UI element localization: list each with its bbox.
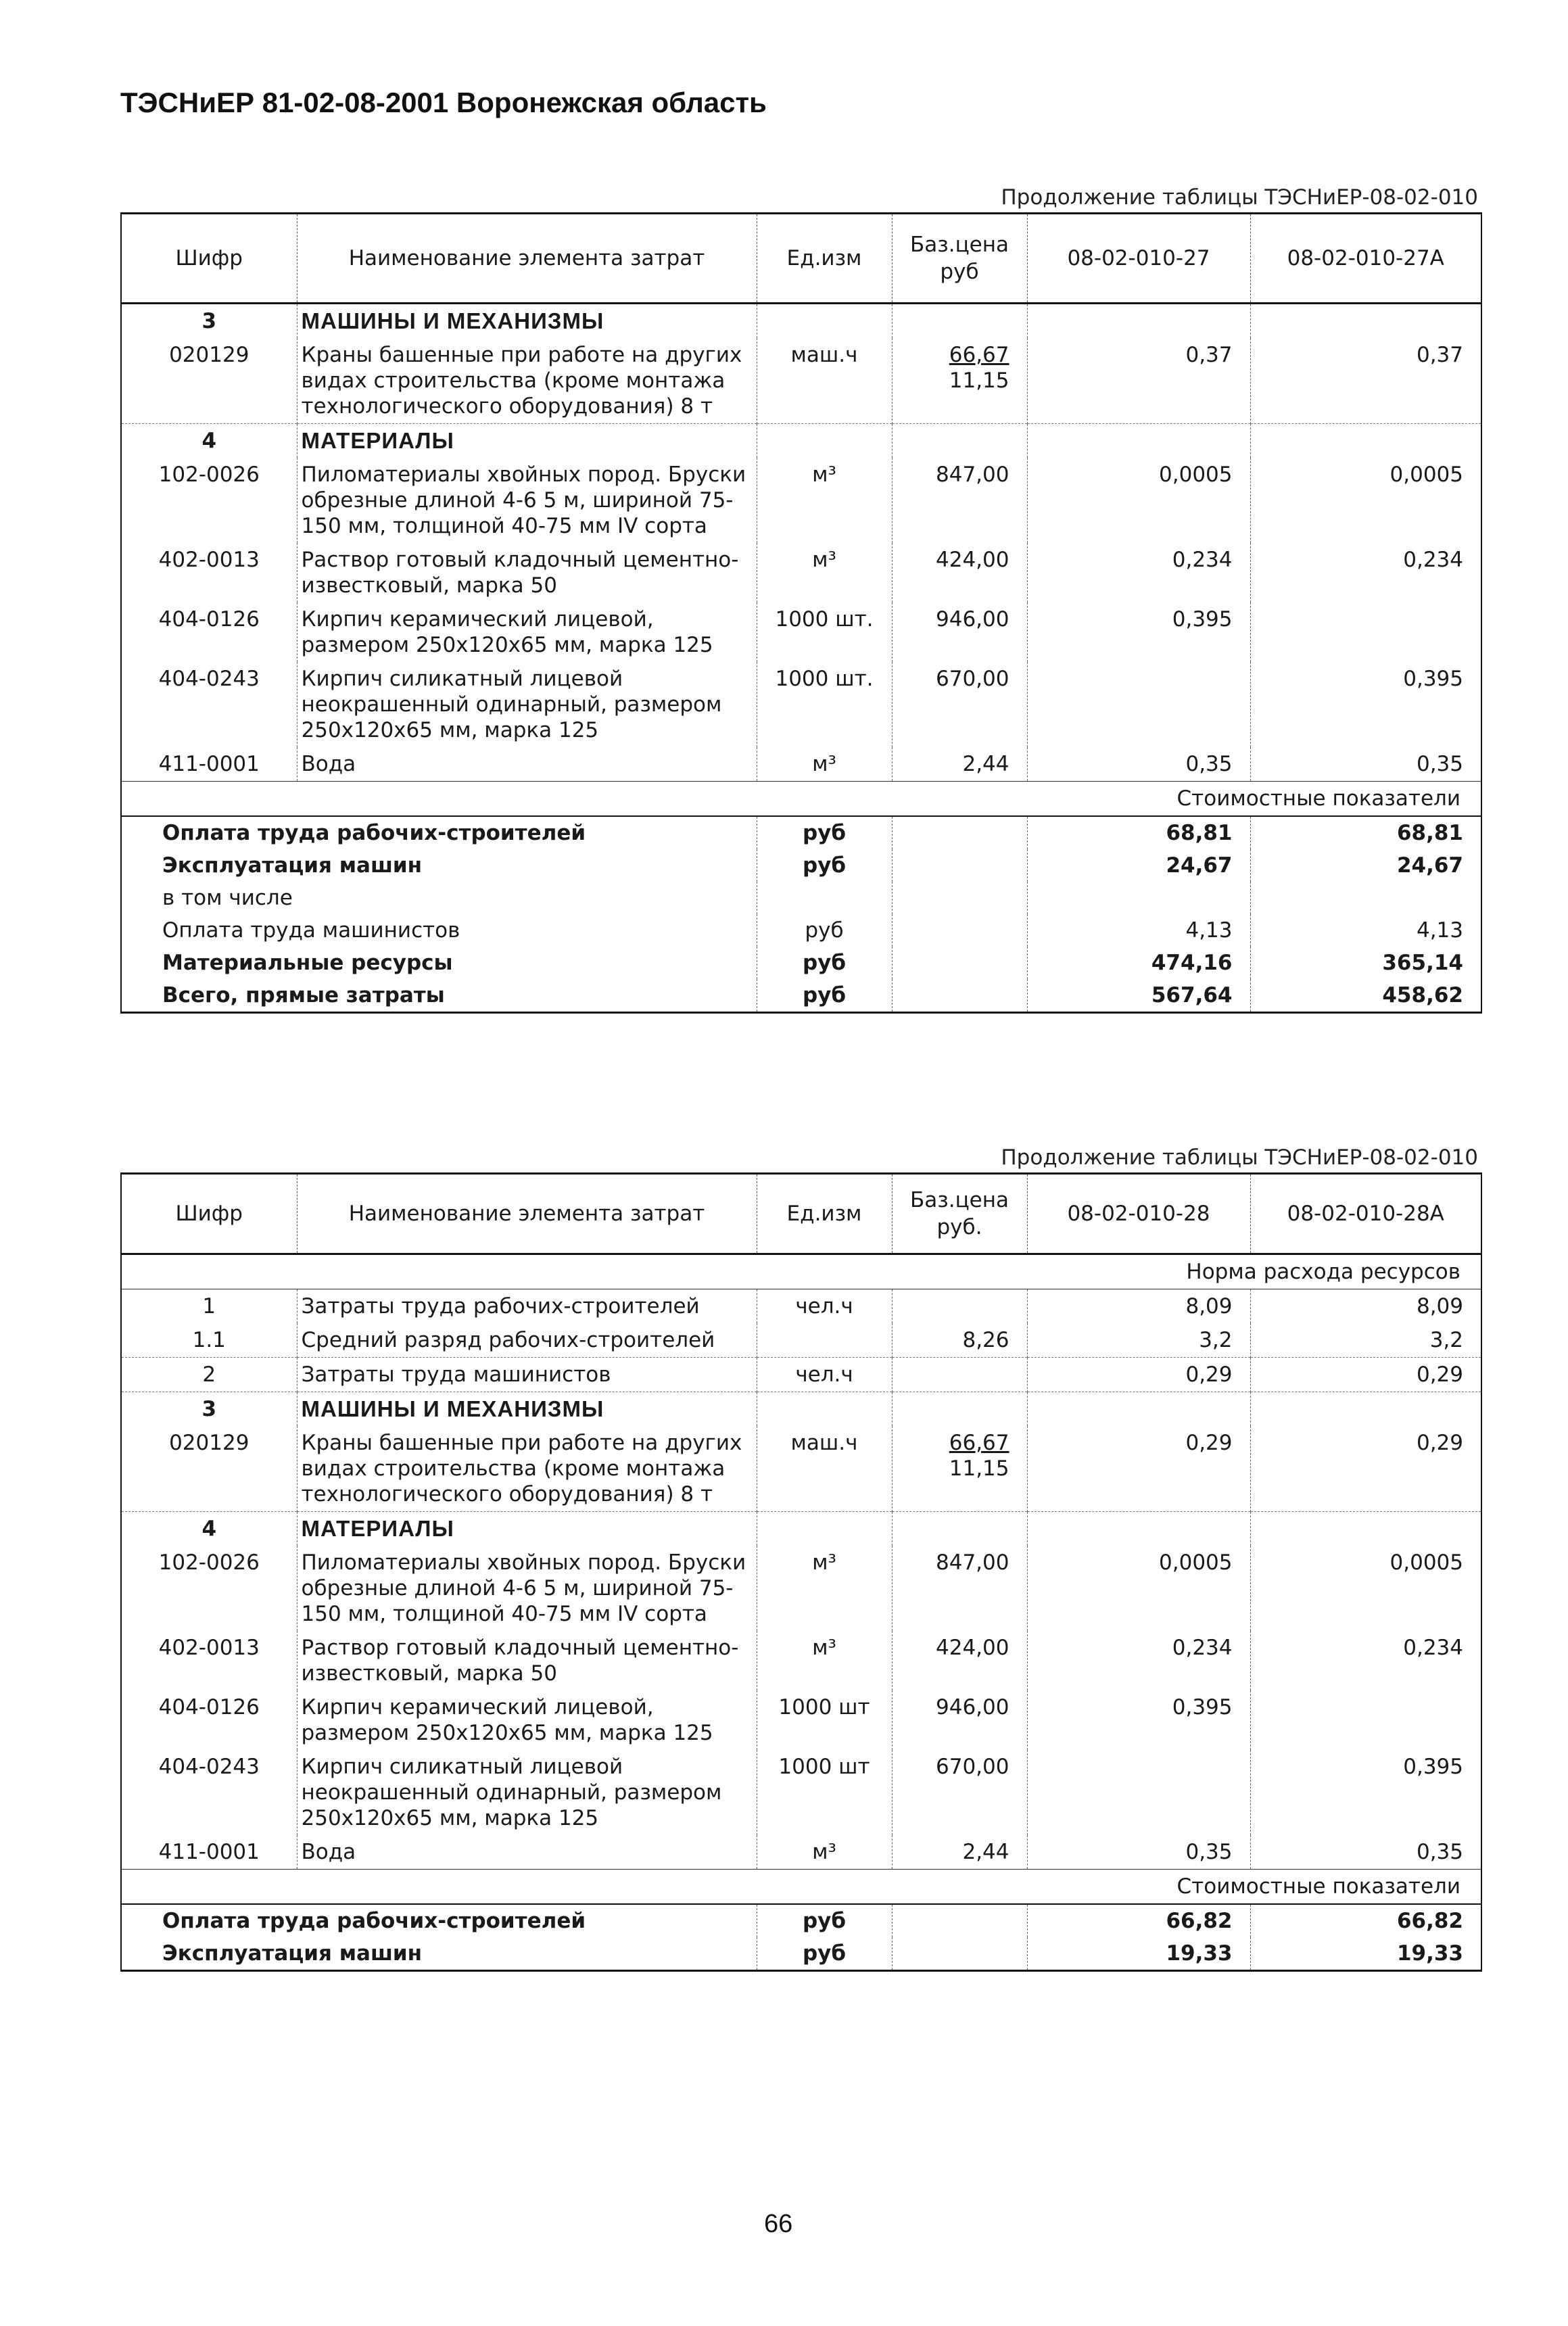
row-name: Пиломатериалы хвойных пород. Бруски обрезные длиной 4-6 5 м, шириной 75-150 мм, толщиной 40-75 мм IV сорта [297, 458, 757, 543]
summary-row [121, 816, 1481, 849]
row-name: Вода [297, 1835, 757, 1870]
row-value-variant-1: 3,2 [1027, 1323, 1250, 1358]
row-code: 020129 [121, 1426, 297, 1512]
row-unit: маш.ч [757, 1426, 892, 1512]
row-code: 020129 [121, 338, 297, 424]
row-price [892, 304, 1027, 339]
row-code: 402-0013 [121, 543, 297, 602]
row-name: Вода [297, 747, 757, 782]
summary-label: Оплата труда машинистов [121, 914, 757, 947]
summary-row [121, 979, 1481, 1013]
col-header-variant-2: 08-02-010-28А [1250, 1174, 1481, 1254]
row-unit: 1000 шт [757, 1690, 892, 1750]
row-value-variant-1: 0,0005 [1027, 458, 1250, 543]
row-value-variant-1 [1027, 1750, 1250, 1835]
row-value-variant-1: 0,0005 [1027, 1546, 1250, 1631]
row-unit: чел.ч [757, 1289, 892, 1324]
row-price [892, 458, 1027, 543]
summary-row [121, 1904, 1481, 1937]
row-value-variant-1: 0,29 [1027, 1426, 1250, 1512]
table-block-2 [120, 1143, 1481, 1972]
row-code: 404-0243 [121, 1750, 297, 1835]
table-row [121, 1750, 1481, 1835]
row-value-variant-2: 0,35 [1250, 1835, 1481, 1870]
row-price [892, 1289, 1027, 1324]
row-value-variant-1: 0,395 [1027, 1690, 1250, 1750]
table-header-row [121, 1174, 1481, 1254]
summary-unit: руб [757, 947, 892, 979]
table-row [121, 747, 1481, 782]
cost-indicators-header [121, 782, 1481, 817]
row-price [892, 1750, 1027, 1835]
row-value-variant-1: 0,395 [1027, 602, 1250, 662]
resource-table [120, 1172, 1482, 1972]
summary-price-empty [892, 882, 1027, 914]
row-code: 2 [121, 1358, 297, 1392]
price-value-secondary: 11,15 [949, 369, 1009, 393]
row-name: Краны башенные при работе на других видах строительства (кроме монтажа технологического оборудования) 8 т [297, 1426, 757, 1512]
table-row [121, 1835, 1481, 1870]
row-value-variant-1: 8,09 [1027, 1289, 1250, 1324]
summary-price-empty [892, 816, 1027, 849]
summary-row [121, 947, 1481, 979]
price-value: 2,44 [962, 752, 1009, 776]
table-row [121, 543, 1481, 602]
row-code: 1 [121, 1289, 297, 1324]
summary-value-variant-1 [1027, 882, 1250, 914]
row-price [892, 338, 1027, 424]
section-row [121, 424, 1481, 458]
row-value-variant-2 [1250, 424, 1481, 458]
row-price [892, 1631, 1027, 1690]
price-value: 66,67 [949, 1431, 1009, 1455]
row-code: 402-0013 [121, 1631, 297, 1690]
row-value-variant-1: 0,234 [1027, 543, 1250, 602]
table-row [121, 602, 1481, 662]
col-header-name: Наименование элемента затрат [297, 214, 757, 304]
price-value: 670,00 [936, 1755, 1009, 1779]
summary-value-variant-2: 4,13 [1250, 914, 1481, 947]
price-value: 2,44 [962, 1840, 1009, 1864]
col-header-unit: Ед.изм [757, 1174, 892, 1254]
row-price [892, 1835, 1027, 1870]
summary-row [121, 849, 1481, 882]
summary-price-empty [892, 1904, 1027, 1937]
row-name: Затраты труда машинистов [297, 1358, 757, 1392]
price-value: 847,00 [936, 462, 1009, 487]
col-header-variant-1: 08-02-010-28 [1027, 1174, 1250, 1254]
summary-value-variant-1: 68,81 [1027, 816, 1250, 849]
row-value-variant-2 [1250, 1512, 1481, 1546]
row-price [892, 1546, 1027, 1631]
col-header-code: Шифр [121, 1174, 297, 1254]
summary-label: Эксплуатация машин [121, 1937, 757, 1971]
row-value-variant-2: 8,09 [1250, 1289, 1481, 1324]
row-name: Раствор готовый кладочный цементно-известковый, марка 50 [297, 543, 757, 602]
summary-value-variant-2: 24,67 [1250, 849, 1481, 882]
row-code: 3 [121, 304, 297, 339]
row-value-variant-2: 0,29 [1250, 1358, 1481, 1392]
table-row [121, 1289, 1481, 1324]
row-price [892, 1358, 1027, 1392]
summary-unit [757, 882, 892, 914]
row-value-variant-2 [1250, 304, 1481, 339]
table-row [121, 1546, 1481, 1631]
row-code: 404-0243 [121, 662, 297, 747]
summary-label: в том числе [121, 882, 757, 914]
summary-unit: руб [757, 1937, 892, 1971]
summary-price-empty [892, 849, 1027, 882]
row-value-variant-2: 0,395 [1250, 1750, 1481, 1835]
row-value-variant-2 [1250, 602, 1481, 662]
row-name: Кирпич силикатный лицевой неокрашенный одинарный, размером 250х120х65 мм, марка 125 [297, 662, 757, 747]
summary-label: Оплата труда рабочих-строителей [121, 816, 757, 849]
col-header-code: Шифр [121, 214, 297, 304]
table-row [121, 662, 1481, 747]
row-price [892, 1323, 1027, 1358]
summary-price-empty [892, 1937, 1027, 1971]
table-row [121, 1426, 1481, 1512]
summary-value-variant-2: 365,14 [1250, 947, 1481, 979]
row-name: Кирпич керамический лицевой, размером 250х120х65 мм, марка 125 [297, 602, 757, 662]
summary-value-variant-2: 68,81 [1250, 816, 1481, 849]
summary-unit: руб [757, 1904, 892, 1937]
cost-indicators-title: Стоимостные показатели [121, 1870, 1481, 1905]
summary-unit: руб [757, 816, 892, 849]
table-row [121, 1690, 1481, 1750]
row-code: 4 [121, 424, 297, 458]
row-name: Пиломатериалы хвойных пород. Бруски обрезные длиной 4-6 5 м, шириной 75-150 мм, толщиной 40-75 мм IV сорта [297, 1546, 757, 1631]
summary-price-empty [892, 979, 1027, 1013]
row-unit: м³ [757, 458, 892, 543]
row-price [892, 424, 1027, 458]
table-header-row [121, 214, 1481, 304]
price-value: 8,26 [962, 1328, 1009, 1352]
row-unit [757, 304, 892, 339]
summary-value-variant-1: 4,13 [1027, 914, 1250, 947]
row-value-variant-1: 0,234 [1027, 1631, 1250, 1690]
row-value-variant-2 [1250, 1392, 1481, 1427]
row-value-variant-1 [1027, 662, 1250, 747]
row-code: 404-0126 [121, 602, 297, 662]
row-price [892, 543, 1027, 602]
summary-value-variant-1: 24,67 [1027, 849, 1250, 882]
summary-value-variant-2: 19,33 [1250, 1937, 1481, 1971]
summary-price-empty [892, 947, 1027, 979]
row-value-variant-2: 0,395 [1250, 662, 1481, 747]
row-value-variant-1 [1027, 304, 1250, 339]
row-price [892, 747, 1027, 782]
row-unit [757, 1512, 892, 1546]
summary-value-variant-2: 66,82 [1250, 1904, 1481, 1937]
row-unit: 1000 шт. [757, 662, 892, 747]
table-block-1 [120, 183, 1481, 1014]
row-code: 411-0001 [121, 1835, 297, 1870]
price-value-secondary: 11,15 [949, 1456, 1009, 1481]
resource-table [120, 212, 1482, 1014]
row-value-variant-1: 0,35 [1027, 1835, 1250, 1870]
row-value-variant-1 [1027, 1512, 1250, 1546]
summary-row [121, 882, 1481, 914]
row-code: 4 [121, 1512, 297, 1546]
table-row [121, 458, 1481, 543]
price-value: 424,00 [936, 548, 1009, 572]
row-code: 3 [121, 1392, 297, 1427]
row-value-variant-2: 0,234 [1250, 1631, 1481, 1690]
row-value-variant-2 [1250, 1690, 1481, 1750]
row-value-variant-2: 0,0005 [1250, 458, 1481, 543]
section-title: МАТЕРИАЛЫ [297, 1512, 757, 1546]
row-unit [757, 424, 892, 458]
summary-label: Материальные ресурсы [121, 947, 757, 979]
col-header-unit: Ед.изм [757, 214, 892, 304]
row-unit: м³ [757, 1631, 892, 1690]
row-unit [757, 1392, 892, 1427]
price-value: 670,00 [936, 667, 1009, 691]
row-unit: маш.ч [757, 338, 892, 424]
row-value-variant-2: 0,29 [1250, 1426, 1481, 1512]
row-code: 404-0126 [121, 1690, 297, 1750]
table-row [121, 1323, 1481, 1358]
summary-value-variant-2 [1250, 882, 1481, 914]
col-header-variant-1: 08-02-010-27 [1027, 214, 1250, 304]
row-unit [757, 1323, 892, 1358]
row-unit: м³ [757, 1546, 892, 1631]
row-price [892, 1392, 1027, 1427]
norm-header-title: Норма расхода ресурсов [121, 1254, 1481, 1289]
row-value-variant-2: 0,0005 [1250, 1546, 1481, 1631]
row-price [892, 1690, 1027, 1750]
row-unit: м³ [757, 1835, 892, 1870]
summary-unit: руб [757, 914, 892, 947]
row-name: Краны башенные при работе на других видах строительства (кроме монтажа технологического оборудования) 8 т [297, 338, 757, 424]
row-value-variant-2: 3,2 [1250, 1323, 1481, 1358]
document-header: ТЭСНиЕР 81-02-08-2001 Воронежская область [120, 87, 767, 118]
row-value-variant-2: 0,37 [1250, 338, 1481, 424]
row-value-variant-1 [1027, 1392, 1250, 1427]
continuation-title: Продолжение таблицы ТЭСНиЕР-08-02-010 [1001, 185, 1478, 210]
summary-row [121, 914, 1481, 947]
row-value-variant-1: 0,35 [1027, 747, 1250, 782]
section-title: МАШИНЫ И МЕХАНИЗМЫ [297, 304, 757, 339]
row-code: 102-0026 [121, 458, 297, 543]
price-value: 424,00 [936, 1636, 1009, 1660]
section-row [121, 1512, 1481, 1546]
section-title: МАТЕРИАЛЫ [297, 424, 757, 458]
table-row [121, 338, 1481, 424]
summary-value-variant-1: 19,33 [1027, 1937, 1250, 1971]
row-value-variant-1 [1027, 424, 1250, 458]
table-row [121, 1358, 1481, 1392]
summary-value-variant-1: 474,16 [1027, 947, 1250, 979]
row-code: 102-0026 [121, 1546, 297, 1631]
col-header-variant-2: 08-02-010-27А [1250, 214, 1481, 304]
summary-label: Оплата труда рабочих-строителей [121, 1904, 757, 1937]
row-unit: чел.ч [757, 1358, 892, 1392]
price-value: 847,00 [936, 1550, 1009, 1575]
summary-label: Эксплуатация машин [121, 849, 757, 882]
row-name: Затраты труда рабочих-строителей [297, 1289, 757, 1324]
row-value-variant-2: 0,35 [1250, 747, 1481, 782]
section-title: МАШИНЫ И МЕХАНИЗМЫ [297, 1392, 757, 1427]
cost-indicators-header [121, 1870, 1481, 1905]
price-value: 66,67 [949, 343, 1009, 367]
row-price [892, 662, 1027, 747]
section-row [121, 304, 1481, 339]
col-header-price: Баз.цена руб. [892, 1174, 1027, 1254]
price-value: 946,00 [936, 607, 1009, 632]
row-price [892, 1512, 1027, 1546]
row-code: 1.1 [121, 1323, 297, 1358]
row-name: Кирпич силикатный лицевой неокрашенный одинарный, размером 250х120х65 мм, марка 125 [297, 1750, 757, 1835]
summary-value-variant-1: 567,64 [1027, 979, 1250, 1013]
row-price [892, 602, 1027, 662]
row-name: Кирпич керамический лицевой, размером 250х120х65 мм, марка 125 [297, 1690, 757, 1750]
col-header-name: Наименование элемента затрат [297, 1174, 757, 1254]
table-row [121, 1631, 1481, 1690]
summary-value-variant-2: 458,62 [1250, 979, 1481, 1013]
norm-header-row [121, 1254, 1481, 1289]
row-name: Средний разряд рабочих-строителей [297, 1323, 757, 1358]
col-header-price: Баз.цена руб [892, 214, 1027, 304]
row-value-variant-1: 0,37 [1027, 338, 1250, 424]
summary-unit: руб [757, 979, 892, 1013]
summary-value-variant-1: 66,82 [1027, 1904, 1250, 1937]
row-unit: 1000 шт [757, 1750, 892, 1835]
row-value-variant-2: 0,234 [1250, 543, 1481, 602]
row-code: 411-0001 [121, 747, 297, 782]
row-unit: 1000 шт. [757, 602, 892, 662]
summary-unit: руб [757, 849, 892, 882]
row-name: Раствор готовый кладочный цементно-известковый, марка 50 [297, 1631, 757, 1690]
row-unit: м³ [757, 543, 892, 602]
row-price [892, 1426, 1027, 1512]
summary-row [121, 1937, 1481, 1971]
price-value: 946,00 [936, 1695, 1009, 1719]
summary-price-empty [892, 914, 1027, 947]
row-value-variant-1: 0,29 [1027, 1358, 1250, 1392]
page-number: 66 [764, 2210, 793, 2238]
section-row [121, 1392, 1481, 1427]
summary-label: Всего, прямые затраты [121, 979, 757, 1013]
cost-indicators-title: Стоимостные показатели [121, 782, 1481, 817]
continuation-title: Продолжение таблицы ТЭСНиЕР-08-02-010 [1001, 1145, 1478, 1170]
row-unit: м³ [757, 747, 892, 782]
